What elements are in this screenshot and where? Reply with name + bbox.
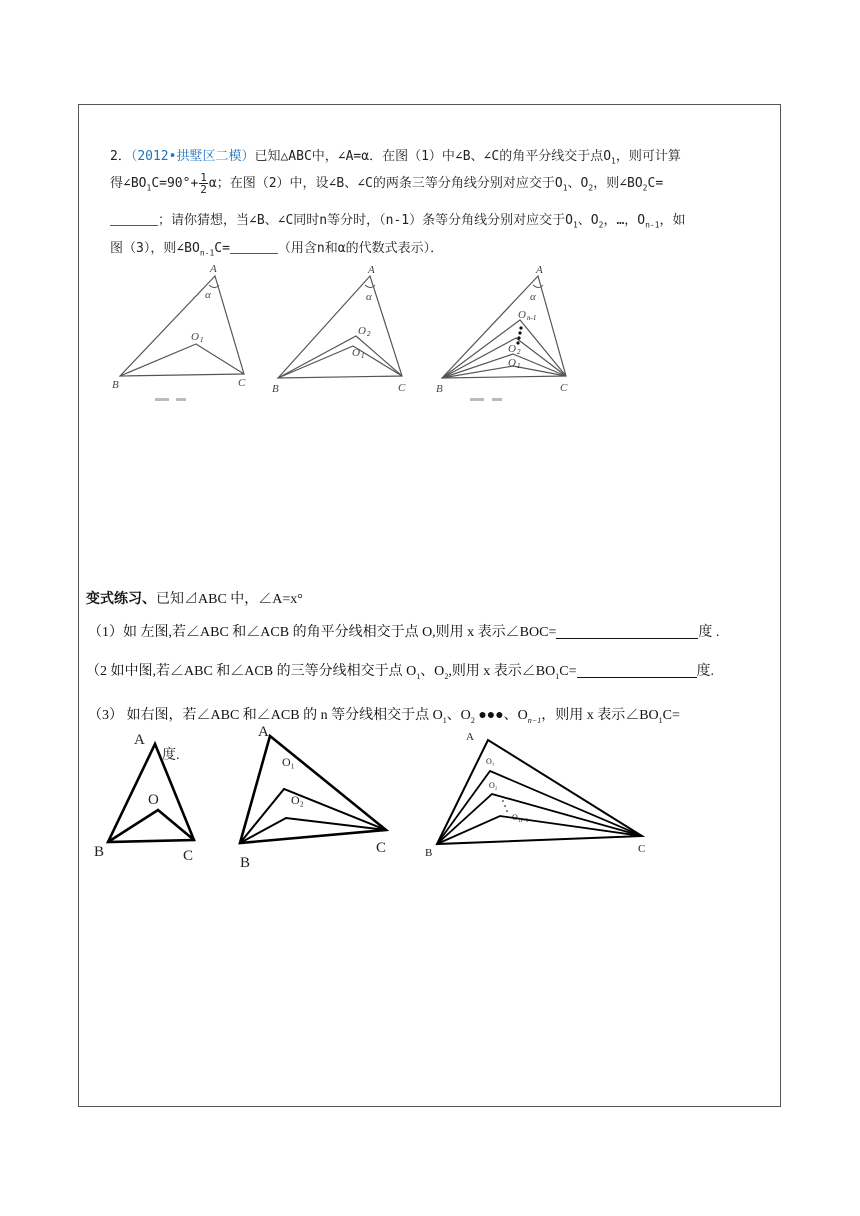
vfig3-label-on1: O xyxy=(512,813,518,822)
vfig3-label-b: B xyxy=(425,847,433,859)
subscript: 1 xyxy=(658,715,663,725)
variant-heading-line xyxy=(86,588,786,608)
vfig1-unit: 度. xyxy=(162,748,180,763)
problem-2-figures xyxy=(0,262,860,402)
fig2-trisector-1 xyxy=(278,346,402,378)
subscript: n-1 xyxy=(199,248,215,258)
problem-source: （2012•拱墅区二模） xyxy=(130,149,255,164)
text: ,则用 x 表示∠BO xyxy=(448,664,556,679)
fig3-sub-1: 1 xyxy=(517,362,521,370)
text: （1）如 左图,若∠ABC 和∠ACB 的角平分线相交于点 O,则用 x 表示∠BOC= xyxy=(88,625,557,640)
subscript: 1 xyxy=(562,183,568,193)
fig1-label-o1: O xyxy=(191,331,199,343)
problem-number: 2． xyxy=(110,149,131,164)
subscript: 1 xyxy=(611,156,616,166)
vfig3-subscripts xyxy=(519,818,528,824)
fig1-label-alpha: α xyxy=(205,289,211,301)
vfig3-label-c: C xyxy=(638,843,646,855)
subscript: 1 xyxy=(416,671,421,681)
fig3-triangle xyxy=(442,276,566,378)
vfig2-trisector-1 xyxy=(240,789,386,843)
subscript: 2 xyxy=(642,183,648,193)
fig1-label-b: B xyxy=(112,379,119,391)
subscript: 2 xyxy=(470,715,475,725)
subscript: 2 xyxy=(598,220,604,230)
fraction-half xyxy=(199,172,208,195)
fig2-label-c: C xyxy=(398,382,406,394)
text: ，则∠BO xyxy=(593,176,643,191)
text: ●●●、O xyxy=(474,708,528,723)
problem-2-line-2 xyxy=(110,172,780,200)
fig2-label-a: A xyxy=(368,264,375,276)
text: C= xyxy=(559,664,577,679)
vfig2-label-o1: O₁ xyxy=(282,755,295,769)
text: 、O xyxy=(420,664,445,679)
vfig2-label-b: B xyxy=(240,855,251,871)
vfig1-label-b: B xyxy=(94,844,105,860)
fig2-triangle xyxy=(278,276,402,378)
subscript: 1 xyxy=(572,220,578,230)
subscript: 1 xyxy=(555,671,560,681)
vfig2-label-c: C xyxy=(376,840,387,856)
text: C= xyxy=(214,241,230,256)
text: ，…，O xyxy=(603,213,646,228)
subscript: n-1 xyxy=(645,220,660,230)
fig1-bisectors xyxy=(120,344,244,376)
text: 、O xyxy=(577,213,599,228)
fig3-label-o2: O xyxy=(508,343,516,355)
fig3-label-c: C xyxy=(560,382,568,394)
text: （用含n和α的代数式表示）． xyxy=(277,241,444,256)
vfig1-label-o: O xyxy=(148,792,159,808)
answer-blank-q1[interactable] xyxy=(556,624,698,639)
vfig2-label-o2: O₂ xyxy=(291,793,304,807)
text: C= xyxy=(647,176,664,191)
fig2-label-o1: O xyxy=(352,347,360,359)
text: C=90°+ xyxy=(151,176,199,191)
fig2-label-alpha: α xyxy=(366,291,372,303)
subscript: 2 xyxy=(444,671,449,681)
fig3-sub-2: 2 xyxy=(517,348,521,356)
vfig3-label-o1: O₁ xyxy=(486,757,495,766)
vfig1-label-a: A xyxy=(134,732,145,748)
fraction-denominator: 2 xyxy=(200,183,207,196)
vfig3-dots xyxy=(502,800,508,812)
text: 得∠BO xyxy=(110,176,147,191)
text: 图（3），则∠BO xyxy=(110,241,200,256)
fig2-sub-2: 2 xyxy=(367,330,371,338)
fig2-label-b: B xyxy=(272,383,279,395)
text: α；在图（2）中，设∠B、∠C的两条三等分角线分别对应交于O xyxy=(208,176,563,191)
variant-heading: 变式练习、 xyxy=(86,592,156,607)
variant-q1 xyxy=(88,621,788,641)
fig1-sub-1: 1 xyxy=(200,336,204,344)
text: 度. xyxy=(696,664,714,679)
vfig3-label-o2: O₂ xyxy=(489,781,498,790)
subscript: 2 xyxy=(588,183,594,193)
text: ，则可计算 xyxy=(615,149,681,164)
vfig2-label-a: A xyxy=(258,724,269,740)
text: 、O xyxy=(567,176,589,191)
fig1-label-a: A xyxy=(210,263,217,275)
text: ，如 xyxy=(659,213,686,228)
vfig3-sub-n1: n−1 xyxy=(519,818,529,824)
text: C= xyxy=(662,708,680,723)
variant-figures xyxy=(0,722,860,872)
text: 、O xyxy=(446,708,471,723)
fig1-triangle xyxy=(120,276,244,376)
text: （2 如中图,若∠ABC 和∠ACB 的三等分线相交于点 O xyxy=(86,664,417,679)
answer-blank-1[interactable] xyxy=(110,211,158,226)
text: ，则用 x 表示∠BO xyxy=(541,708,659,723)
variant-q2 xyxy=(86,660,786,681)
fig3-label-a: A xyxy=(536,264,543,276)
fig3-label-alpha: α xyxy=(530,291,536,303)
vfig3-label-a: A xyxy=(466,731,474,743)
subscript: 1 xyxy=(442,715,447,725)
fig3-sub-n1: n-1 xyxy=(527,314,537,322)
fig3-label-o1: O xyxy=(508,357,516,369)
fig1-label-c: C xyxy=(238,377,246,389)
problem-2-line-1 xyxy=(110,146,780,173)
fig3-label-b: B xyxy=(436,383,443,395)
problem-2-line-4 xyxy=(110,238,780,265)
subscript: 1 xyxy=(146,183,152,193)
vfig1-label-c: C xyxy=(183,848,194,864)
subscript: n−1 xyxy=(527,715,542,725)
text: ；请你猜想，当∠B、∠C同时n等分时，（n-1）条等分角线分别对应交于O xyxy=(158,213,573,228)
fig2-label-o2: O xyxy=(358,325,366,337)
fig3-label-on1: O xyxy=(518,309,526,321)
text: （3） 如右图，若∠ABC 和∠ACB 的 n 等分线相交于点 O xyxy=(88,708,443,723)
variant-intro: 已知⊿ABC 中，∠A=x° xyxy=(156,592,303,607)
fraction-numerator: 1 xyxy=(200,171,207,184)
fig3-line-4 xyxy=(442,320,566,378)
answer-blank-q2[interactable] xyxy=(577,663,697,678)
text: 已知△ABC中，∠A=α．在图（1）中∠B、∠C的角平分线交于点O xyxy=(254,149,612,164)
text: 度 . xyxy=(698,625,720,640)
answer-blank-2[interactable] xyxy=(230,239,278,254)
problem-2-line-3 xyxy=(110,210,780,237)
fig2-sub-1: 1 xyxy=(361,352,365,360)
